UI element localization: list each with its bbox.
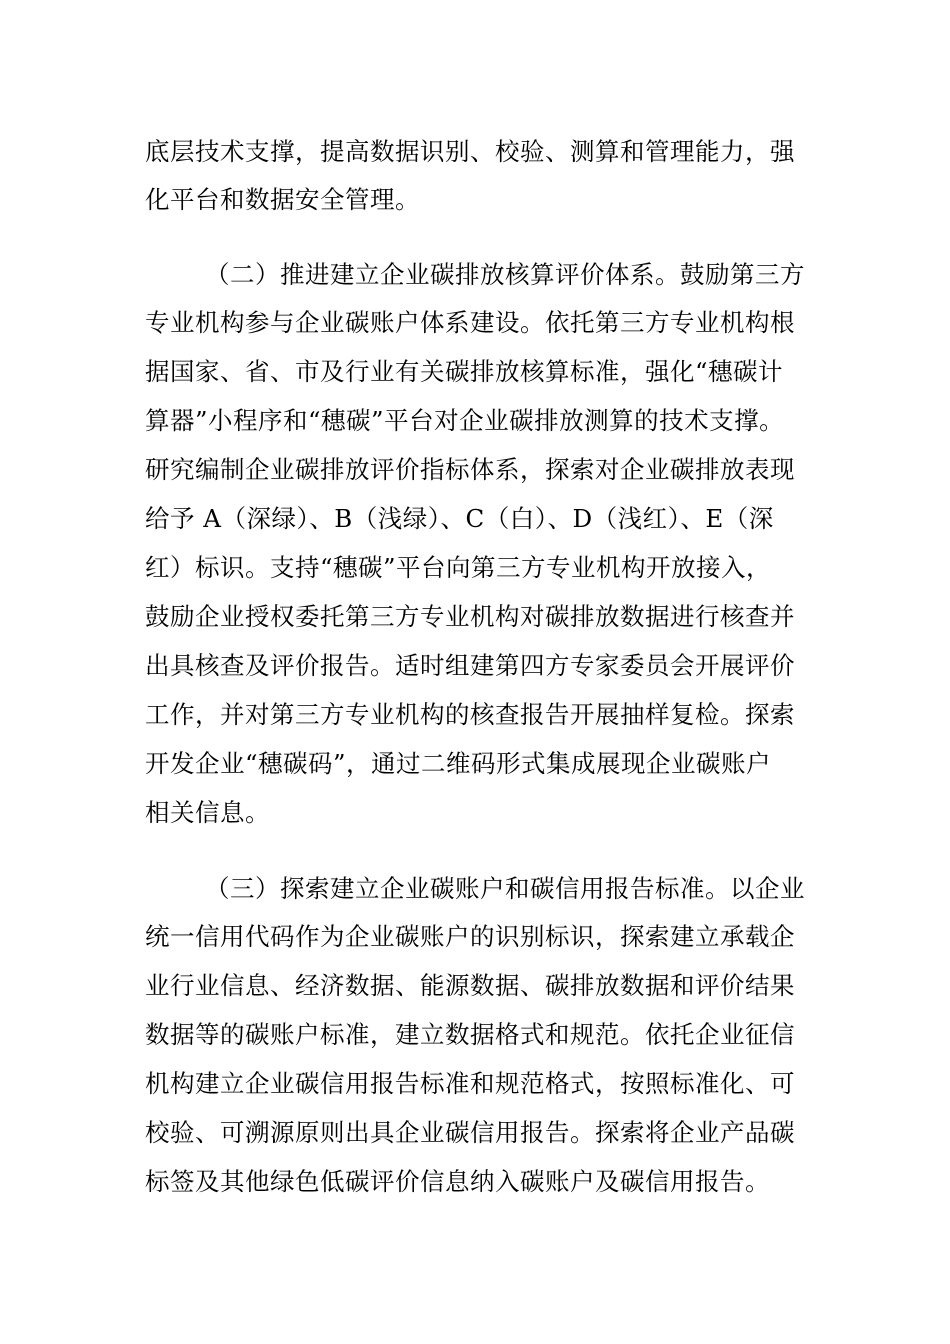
paragraph-3-line-5: 机构建立企业碳信用报告标准和规范格式，按照标准化、可 [145, 1069, 795, 1098]
section-heading-3: （三）探索建立企业碳账户和碳信用报告标准。 [205, 874, 730, 903]
section-heading-2: （二）推进建立企业碳排放核算评价体系。 [205, 260, 680, 289]
paragraph-2-line-10: 工作，并对第三方专业机构的核查报告开展抽样复检。探索 [145, 700, 795, 729]
paragraph-3-line-1 [205, 874, 805, 904]
paragraph-2-line-11: 开发企业“穗碳码”，通过二维码形式集成展现企业碳账户 [145, 749, 772, 778]
paragraph-3-lead-text: 以企业 [730, 874, 805, 903]
paragraph-2-line-1 [205, 260, 805, 290]
paragraph-2-line-4: 算器”小程序和“穗碳”平台对企业碳排放测算的技术支撑。 [145, 406, 785, 435]
paragraph-2-line-6: 给予 A（深绿）、B（浅绿）、C（白）、D（浅红）、E（深 [145, 504, 774, 533]
paragraph-2-line-3: 据国家、省、市及行业有关碳排放核算标准，强化“穗碳计 [145, 357, 784, 386]
paragraph-2-line-9: 出具核查及评价报告。适时组建第四方专家委员会开展评价 [145, 651, 795, 680]
paragraph-2-line-12: 相关信息。 [145, 798, 270, 827]
paragraph-3-line-6: 校验、可溯源原则出具企业碳信用报告。探索将企业产品碳 [145, 1118, 795, 1147]
paragraph-3-line-2: 统一信用代码作为企业碳账户的识别标识，探索建立承载企 [145, 922, 795, 951]
paragraph-1-line-1: 底层技术支撑，提高数据识别、校验、测算和管理能力，强 [145, 137, 795, 166]
paragraph-2-lead-text: 鼓励第三方 [680, 260, 805, 289]
paragraph-3-line-4: 数据等的碳账户标准，建立数据格式和规范。依托企业征信 [145, 1020, 795, 1049]
paragraph-2-line-8: 鼓励企业授权委托第三方专业机构对碳排放数据进行核查并 [145, 602, 795, 631]
paragraph-2-line-5: 研究编制企业碳排放评价指标体系，探索对企业碳排放表现 [145, 455, 795, 484]
paragraph-3-line-7: 标签及其他绿色低碳评价信息纳入碳账户及碳信用报告。 [145, 1167, 770, 1196]
paragraph-3-line-3: 业行业信息、经济数据、能源数据、碳排放数据和评价结果 [145, 971, 795, 1000]
paragraph-2-line-7: 红）标识。支持“穗碳”平台向第三方专业机构开放接入， [145, 553, 772, 582]
paragraph-1-line-2: 化平台和数据安全管理。 [145, 185, 420, 214]
paragraph-2-line-2: 专业机构参与企业碳账户体系建设。依托第三方专业机构根 [145, 308, 795, 337]
